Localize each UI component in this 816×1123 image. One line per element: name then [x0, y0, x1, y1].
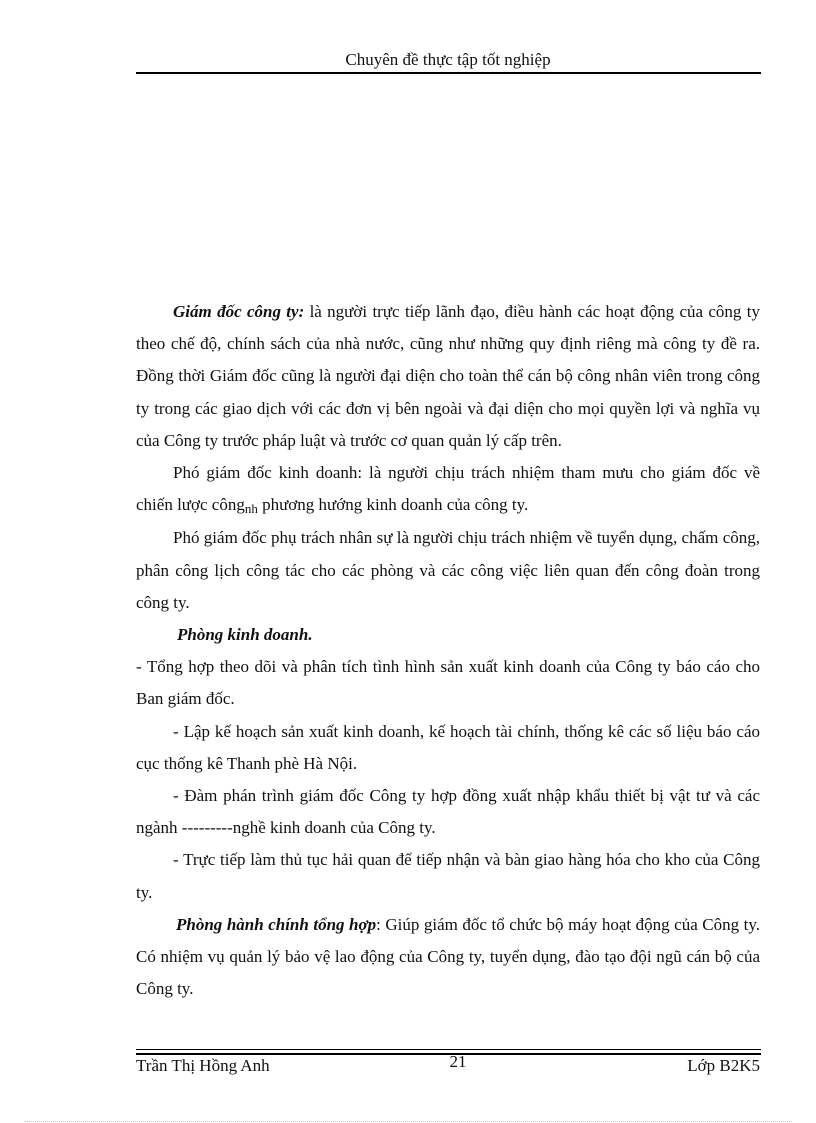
header-divider — [136, 72, 761, 74]
footer-class-label: Lớp B2K5 — [687, 1056, 760, 1075]
paragraph-deputy-hr: Phó giám đốc phụ trách nhân sự là người chịu trách nhiệm về tuyển dụng, chấm công, phân công lịch công tác cho các phòng và các công việc liên quan đến công đoàn trong công ty. — [136, 528, 760, 612]
paragraph-business-4: - Trực tiếp làm thủ tục hải quan để tiếp nhận và bàn giao hàng hóa cho kho của Công ty. — [136, 850, 760, 902]
page-bottom-edge — [24, 1121, 792, 1122]
paragraph-business-1: - Tổng hợp theo dõi và phân tích tình hình sản xuất kinh doanh của Công ty báo cáo cho Ban giám đốc. — [136, 657, 760, 709]
footer-page-number: 21 — [449, 1052, 467, 1071]
paragraph-director — [136, 296, 760, 457]
paragraph-admin — [136, 909, 760, 1006]
paragraph-text-director: là người trực tiếp lãnh đạo, điều hành các hoạt động của công ty theo chế độ, chính sách của nhà nước, cũng như những quy định riêng mà công ty đề ra. Đồng thời Giám đốc cũng là người đại diện cho toàn thể cán bộ công nhân viên trong công ty trong các giao dịch với các đơn vị bên ngoài và đại diện cho mọi quyền lợi và nghĩa vụ của Công ty trước pháp luật và trước cơ quan quản lý cấp trên. — [136, 302, 760, 450]
footer-author: Trần Thị Hồng Anh — [136, 1056, 270, 1075]
paragraph-business-3: - Đàm phán trình giám đốc Công ty hợp đồng xuất nhập khẩu thiết bị vật tư và các ngành ---------nghề kinh doanh của Công ty. — [136, 786, 760, 838]
paragraph-text-deputy-business-end: phương hướng kinh doanh của công ty. — [257, 495, 529, 515]
footer-divider-thin — [136, 1049, 761, 1050]
document-body — [136, 296, 760, 1005]
paragraph-deputy-business — [136, 457, 760, 522]
paragraph-lead-director: Giám đốc công ty: — [173, 302, 305, 321]
paragraph-text-deputy-business: Phó giám đốc kinh doanh: là người chịu trách nhiệm tham mưu cho giám đốc về chiến lược công — [136, 463, 760, 515]
paragraph-lead-admin: Phòng hành chính tổng hợp — [176, 914, 377, 934]
paragraph-business-2: - Lập kế hoạch sản xuất kinh doanh, kế hoạch tài chính, thống kê các số liệu báo cáo cục thống kê Thanh phè Hà Nội. — [136, 721, 760, 773]
paragraph-text-admin: : Giúp giám đốc tổ chức bộ máy hoạt động của Công ty. Có nhiệm vụ quản lý bảo vệ lao động của Công ty, tuyển dụng, đào tạo đội ngũ cán bộ của Công ty. — [136, 914, 761, 999]
page-header-title: Chuyên đề thực tập tốt nghiệp — [345, 50, 551, 69]
section-heading-business: Phòng kinh doanh. — [177, 625, 313, 645]
stray-text-fragment: nh — [244, 501, 258, 517]
